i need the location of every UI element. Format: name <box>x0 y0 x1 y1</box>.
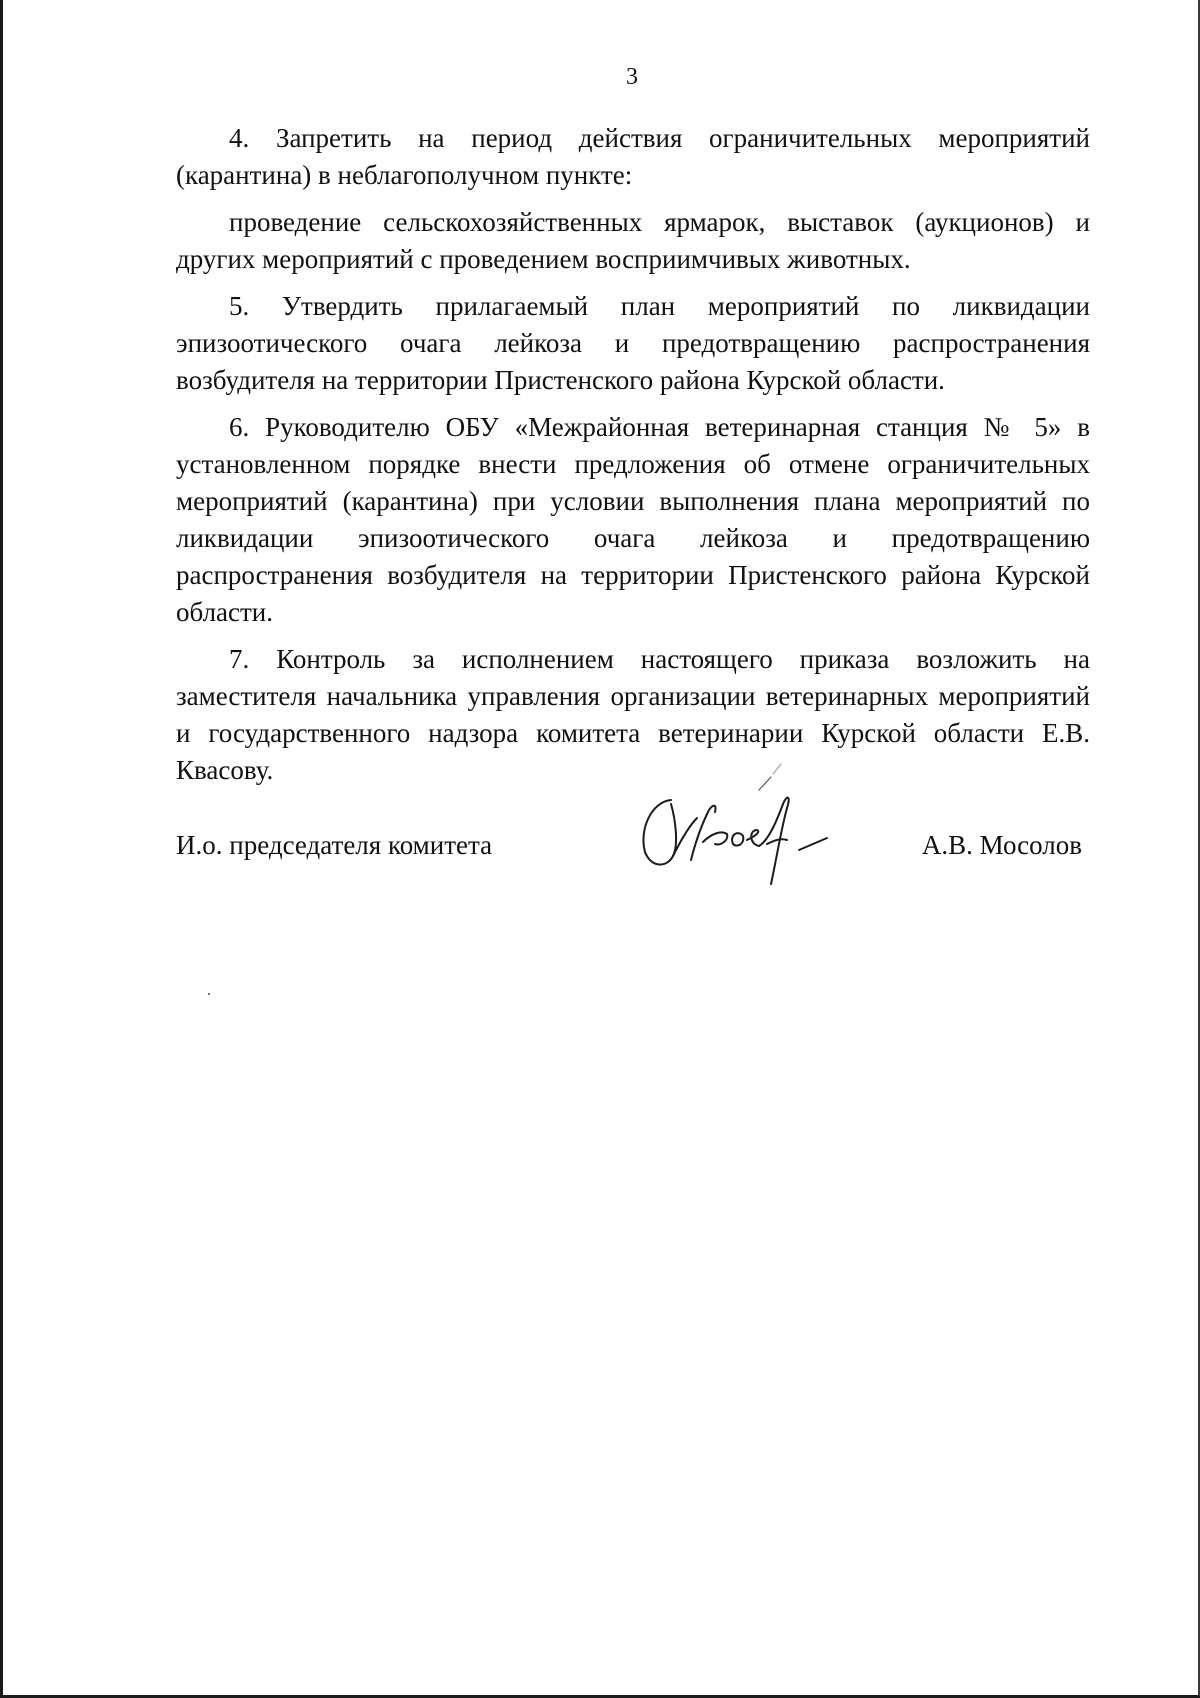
page-number: 3 <box>626 64 638 90</box>
scan-edge-left <box>0 0 3 1698</box>
paragraph-4: 4. Запретить на период действия ограничительных мероприятий (карантина) в неблагополучном пункте: <box>176 123 1090 190</box>
paragraph-7: 7. Контроль за исполнением настоящего приказа возложить на заместителя начальника управления организации ветеринарных мероприятий и государственного надзора комитета ветеринарии Курской области Е.В. Квасову. <box>176 644 1090 785</box>
paragraph-5: 5. Утвердить прилагаемый план мероприятий по ликвидации эпизоотического очага лейкоза и предотвращению распространения возбудителя на территории Пристенского района Курской области. <box>176 291 1090 395</box>
signature-block <box>176 760 1090 890</box>
handwritten-signature <box>631 760 861 890</box>
scan-speck <box>208 993 210 995</box>
document-body <box>176 120 1090 789</box>
paragraph-4-detail: проведение сельскохозяйственных ярмарок, выставок (аукционов) и других мероприятий с проведением восприимчивых животных. <box>176 207 1090 274</box>
signatory-position: И.о. председателя комитета <box>176 830 493 860</box>
signatory-name: А.В. Мосолов <box>921 830 1082 860</box>
paragraph-6: 6. Руководителю ОБУ «Межрайонная ветеринарная станция № 5» в установленном порядке внести предложения об отмене ограничительных мероприятий (карантина) при условии выполнения плана мероприятий по ликвидации эпизоотического очага лейкоза и предотвращению распространения возбудителя на территории Пристенского района Курской области. <box>176 412 1090 627</box>
